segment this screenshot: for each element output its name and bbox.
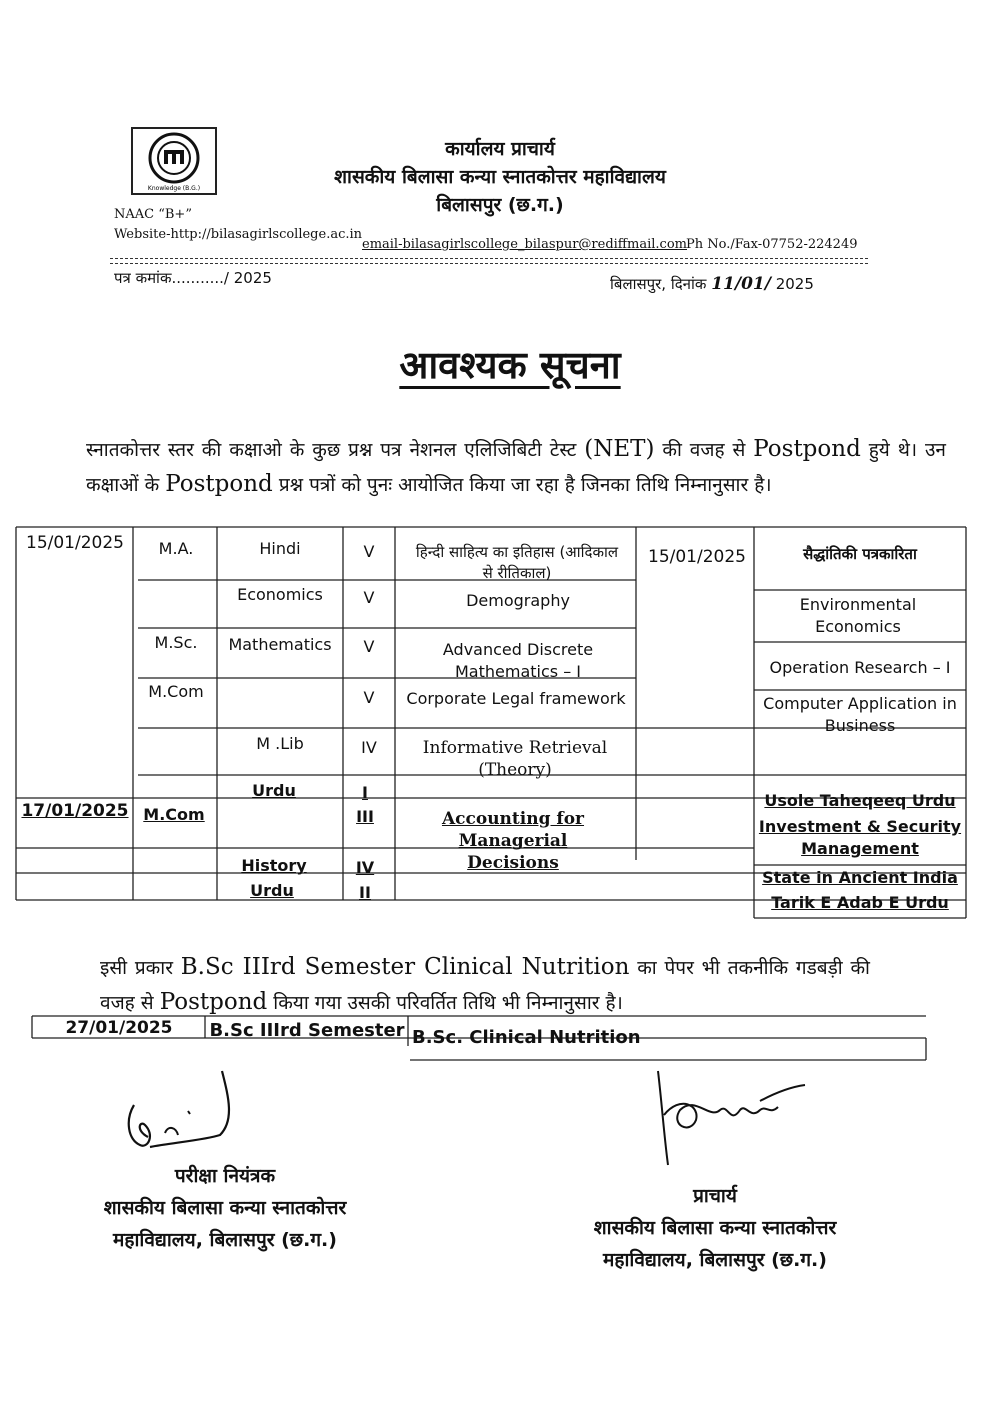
website: Website-http://bilasagirlscollege.ac.in bbox=[114, 227, 363, 242]
left-designation: परीक्षा नियंत्रक bbox=[174, 1165, 276, 1187]
phone: Ph No./Fax-07752-224249 bbox=[686, 237, 858, 252]
sem-7: III bbox=[356, 807, 374, 826]
subject-urdu-1: Urdu bbox=[252, 781, 296, 800]
paper-corporate-legal: Corporate Legal framework bbox=[406, 689, 626, 708]
notice-title: आवश्यक सूचना bbox=[399, 343, 621, 387]
class-ma: M.A. bbox=[158, 539, 194, 558]
paper-informative-retrieval: Informative Retrieval (Theory) bbox=[422, 738, 608, 780]
right-line1: शासकीय बिलासा कन्या स्नातकोत्तर bbox=[593, 1217, 837, 1239]
signature-left bbox=[110, 1065, 260, 1165]
new-paper-4: Computer Application in Business bbox=[763, 694, 957, 735]
new-paper-3: Operation Research – I bbox=[769, 658, 951, 677]
paper-accounting: Accounting for Managerial Decisions bbox=[441, 809, 585, 873]
bsc-subject: B.Sc. Clinical Nutrition bbox=[412, 1027, 641, 1048]
subject-history: History bbox=[241, 856, 307, 875]
paper-hindi: हिन्दी साहित्य का इतिहास (आदिकाल से रीतिकाल) bbox=[415, 543, 619, 582]
sem-8: IV bbox=[355, 858, 375, 877]
subject-economics: Economics bbox=[237, 585, 323, 604]
office-heading: कार्यालय प्राचार्य bbox=[445, 138, 555, 160]
new-date-1: 15/01/2025 bbox=[648, 547, 746, 567]
college-name: शासकीय बिलासा कन्या स्नातकोत्तर महाविद्यालय bbox=[334, 166, 666, 188]
sem-9: II bbox=[359, 883, 371, 902]
left-line1: शासकीय बिलासा कन्या स्नातकोत्तर bbox=[103, 1197, 347, 1219]
letter-date: बिलासपुर, दिनांक 11/01/ 2025 bbox=[610, 274, 814, 294]
new-paper-2: Environmental Economics bbox=[799, 595, 917, 636]
old-date-1: 15/01/2025 bbox=[26, 533, 124, 553]
new-paper-9: Tarik E Adab E Urdu bbox=[771, 893, 949, 912]
sem-1: V bbox=[363, 542, 375, 561]
right-line2: महाविद्यालय, बिलासपुर (छ.ग.) bbox=[603, 1249, 827, 1271]
class-mcom-2: M.Com bbox=[143, 805, 205, 824]
class-msc: M.Sc. bbox=[154, 633, 198, 652]
college-city: बिलासपुर (छ.ग.) bbox=[436, 194, 564, 216]
new-paper-7: Investment & Security Management bbox=[758, 817, 962, 858]
notice-paragraph: स्नातकोत्तर स्तर की कक्षाओ के कुछ प्रश्न पत्र नेशनल एलिजिबिटी टेस्ट (NET) की वजह से Postpond हुये थे। उन कक्षाओं के Postpond प्रश्न पत्रों को पुनः आयोजित किया जा रहा है जिनका तिथि निम्नानुसार है। bbox=[86, 436, 946, 497]
right-designation: प्राचार्य bbox=[693, 1185, 737, 1207]
old-date-2: 17/01/2025 bbox=[21, 801, 129, 821]
subject-hindi: Hindi bbox=[259, 539, 301, 558]
svg-text:Knowledge (B.G.): Knowledge (B.G.) bbox=[147, 185, 201, 192]
bsc-date: 27/01/2025 bbox=[65, 1018, 173, 1038]
paper-discrete-math: Advanced Discrete Mathematics – I bbox=[442, 640, 594, 681]
sem-3: V bbox=[363, 637, 375, 656]
new-paper-8: State in Ancient India bbox=[762, 868, 958, 887]
subject-mlib: M .Lib bbox=[256, 734, 304, 753]
subject-mathematics: Mathematics bbox=[228, 635, 332, 654]
bsc-paragraph: इसी प्रकार B.Sc IIIrd Semester Clinical Nutrition का पेपर भी तकनीकि गडबड़ी की वजह से Postpond किया गया उसकी परिवर्तित तिथि भी निम्नानुसार है। bbox=[100, 954, 870, 1015]
bsc-semester: B.Sc IIIrd Semester bbox=[209, 1020, 405, 1041]
sem-2: V bbox=[363, 588, 375, 607]
new-paper-1: सैद्धांतिकी पत्रकारिता bbox=[803, 545, 917, 563]
subject-urdu-2: Urdu bbox=[250, 881, 294, 900]
sem-4: V bbox=[363, 688, 375, 707]
naac-grade: NAAC “B+” bbox=[114, 207, 192, 222]
left-signatory bbox=[40, 1160, 410, 1256]
email: email-bilasagirlscollege_bilaspur@rediffmail.com bbox=[362, 237, 687, 252]
new-paper-6: Usole Taheqeeq Urdu bbox=[764, 791, 956, 810]
left-line2: महाविद्यालय, बिलासपुर (छ.ग.) bbox=[113, 1229, 337, 1251]
class-mcom: M.Com bbox=[148, 682, 204, 701]
letter-number: पत्र कमांक.........../ 2025 bbox=[114, 269, 272, 287]
signature-right bbox=[650, 1065, 810, 1175]
sem-6: I bbox=[362, 783, 368, 802]
right-signatory bbox=[530, 1180, 900, 1276]
sem-5: IV bbox=[361, 738, 377, 757]
paper-demography: Demography bbox=[466, 591, 570, 610]
